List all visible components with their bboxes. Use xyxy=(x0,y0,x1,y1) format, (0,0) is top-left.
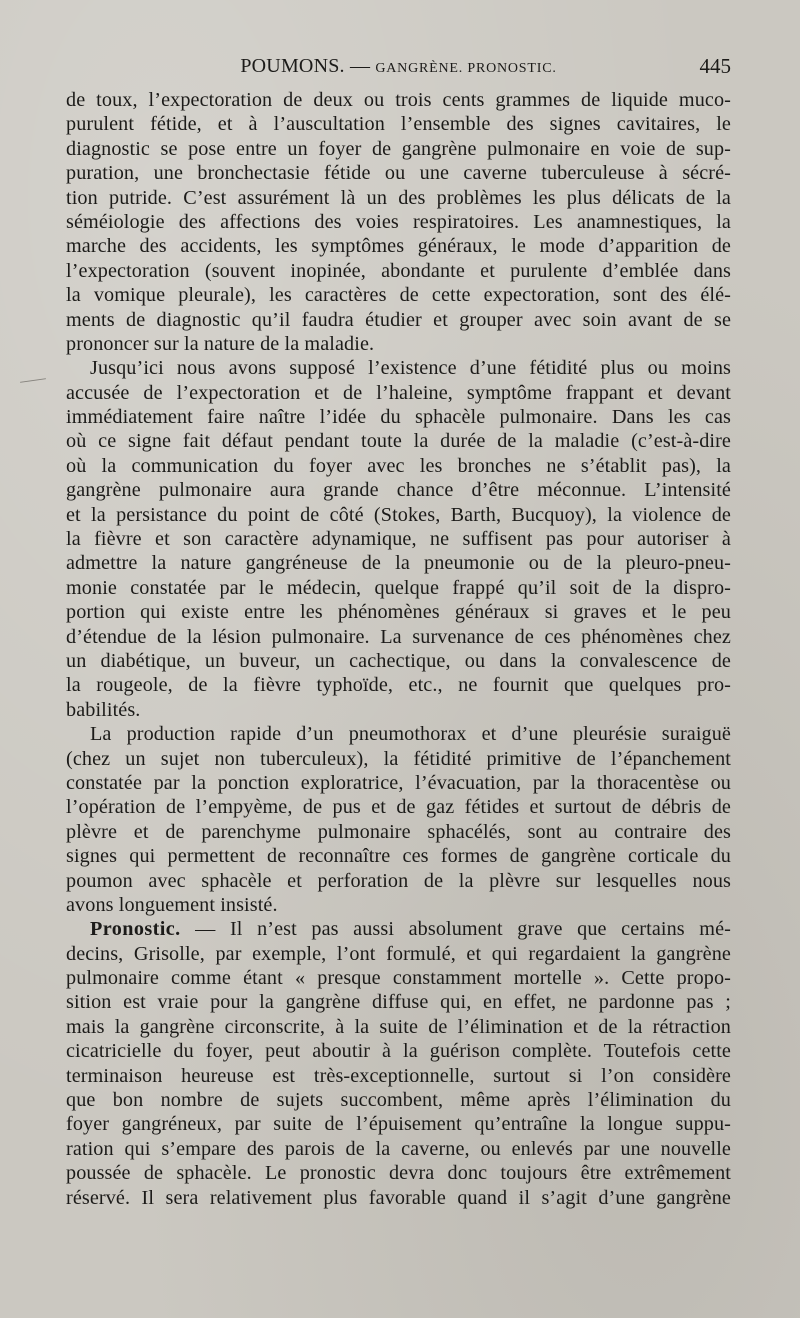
text-line: la vomique pleurale), les caractères de cette expectoration, sont des élé- xyxy=(66,284,731,307)
text-line: (chez un sujet non tuberculeux), la fétidité primitive de l’épanchement xyxy=(66,747,731,770)
text-line: et la persistance du point de côté (Stokes, Barth, Bucquoy), la violence de xyxy=(66,503,731,526)
text-line: La production rapide d’un pneumothorax et d’une pleurésie suraiguë xyxy=(90,723,731,746)
section-heading-pronostic: Pronostic. xyxy=(90,918,181,941)
text-line: réservé. Il sera relativement plus favorable quand il s’agit d’une gangrène xyxy=(66,1186,731,1209)
text-line: ration qui s’empare des parois de la caverne, ou enlevés par une nouvelle xyxy=(66,1137,731,1160)
text-line: ments de diagnostic qu’il faudra étudier et grouper avec soin avant de se xyxy=(66,308,731,331)
text-line: decins, Grisolle, par exemple, l’ont formulé, et qui regardaient la gangrène xyxy=(66,942,731,965)
margin-pencil-mark xyxy=(20,378,46,383)
text-line: portion qui existe entre les phénomènes généraux si graves et le peu xyxy=(66,601,731,624)
text-line: d’étendue de la lésion pulmonaire. La survenance de ces phénomènes chez xyxy=(66,625,731,648)
text-line: admettre la nature gangréneuse de la pneumonie ou de la pleuro-pneu- xyxy=(66,552,731,575)
text-line: accusée de l’expectoration et de l’haleine, symptôme frappant et devant xyxy=(66,381,731,404)
text-run: — Il n’est pas aussi absolument grave que certains mé- xyxy=(195,918,731,941)
text-line: où ce signe fait défaut pendant toute la durée de la maladie (c’est-à-dire xyxy=(66,430,731,453)
text-line: plèvre et de parenchyme pulmonaire sphacélés, sont au contraire des xyxy=(66,820,731,843)
running-title xyxy=(66,52,731,83)
text-line: immédiatement faire naître l’idée du sphacèle pulmonaire. Dans les cas xyxy=(66,406,731,429)
text-line: poussée de sphacèle. Le pronostic devra donc toujours être extrêmement xyxy=(66,1162,731,1185)
text-line: marche des accidents, les symptômes généraux, le mode d’apparition de xyxy=(66,235,731,258)
text-line: de toux, l’expectoration de deux ou trois cents grammes de liquide muco- xyxy=(66,89,731,111)
text-line: mais la gangrène circonscrite, à la suite de l’élimination et de la rétraction xyxy=(66,1015,731,1038)
text-line: poumon avec sphacèle et perforation de la plèvre sur lesquelles nous xyxy=(66,869,731,892)
text-line: purulent fétide, et à l’auscultation l’ensemble des signes cavitaires, le xyxy=(66,113,731,136)
running-title-sub: GANGRÈNE. PRONOSTIC. xyxy=(375,61,557,76)
running-title-main: POUMONS. xyxy=(240,55,345,77)
text-line: foyer gangréneux, par suite de l’épuisement qu’entraîne la longue suppu- xyxy=(66,1113,731,1136)
text-line: tion putride. C’est assurément là un des problèmes les plus délicats de la xyxy=(66,186,731,209)
body-text xyxy=(66,88,731,1210)
text-line: sition est vraie pour la gangrène diffuse qui, en effet, ne pardonne pas ; xyxy=(66,991,731,1014)
running-title-sep: — xyxy=(349,55,371,77)
running-header xyxy=(66,52,731,80)
text-line: babilités. xyxy=(66,698,141,721)
text-line: l’opération de l’empyème, de pus et de gaz fétides et surtout de débris de xyxy=(66,796,731,819)
text-line: terminaison heureuse est très-exceptionnelle, surtout si l’on considère xyxy=(66,1064,731,1087)
text-line: un diabétique, un buveur, un cachectique, ou dans la convalescence de xyxy=(66,649,731,672)
text-line: la rougeole, de la fièvre typhoïde, etc., ne fournit que quelques pro- xyxy=(66,674,731,697)
pronostic-line xyxy=(66,917,731,941)
page-number: 445 xyxy=(699,54,731,78)
text-line: la fièvre et son caractère adynamique, ne suffisent pas pour autoriser à xyxy=(66,528,731,551)
text-line: cicatricielle du foyer, peut aboutir à la guérison complète. Toutefois cette xyxy=(66,1040,731,1063)
text-line: avons longuement insisté. xyxy=(66,893,278,916)
text-line: Jusqu’ici nous avons supposé l’existence d’une fétidité plus ou moins xyxy=(90,357,731,380)
text-line: monie constatée par le médecin, quelque frappé qu’il soit de la dispro- xyxy=(66,576,731,599)
text-line: prononcer sur la nature de la maladie. xyxy=(66,332,375,355)
text-line: que bon nombre de sujets succombent, même après l’élimination du xyxy=(66,1089,731,1112)
text-line: signes qui permettent de reconnaître ces formes de gangrène corticale du xyxy=(66,845,731,868)
text-line: où la communication du foyer avec les bronches ne s’établit pas), la xyxy=(66,454,731,477)
text-line: gangrène pulmonaire aura grande chance d’être méconnue. L’intensité xyxy=(66,479,731,502)
text-line: constatée par la ponction exploratrice, l’évacuation, par la thoracentèse ou xyxy=(66,771,731,794)
text-line: l’expectoration (souvent inopinée, abondante et purulente d’emblée dans xyxy=(66,259,731,282)
text-line: séméiologie des affections des voies respiratoires. Les anamnestiques, la xyxy=(66,210,731,233)
text-line: diagnostic se pose entre un foyer de gangrène pulmonaire en voie de sup- xyxy=(66,137,731,160)
text-line: puration, une bronchectasie fétide ou une caverne tuberculeuse à sécré- xyxy=(66,162,731,185)
text-line: pulmonaire comme étant « presque constamment mortelle ». Cette propo- xyxy=(66,967,731,990)
